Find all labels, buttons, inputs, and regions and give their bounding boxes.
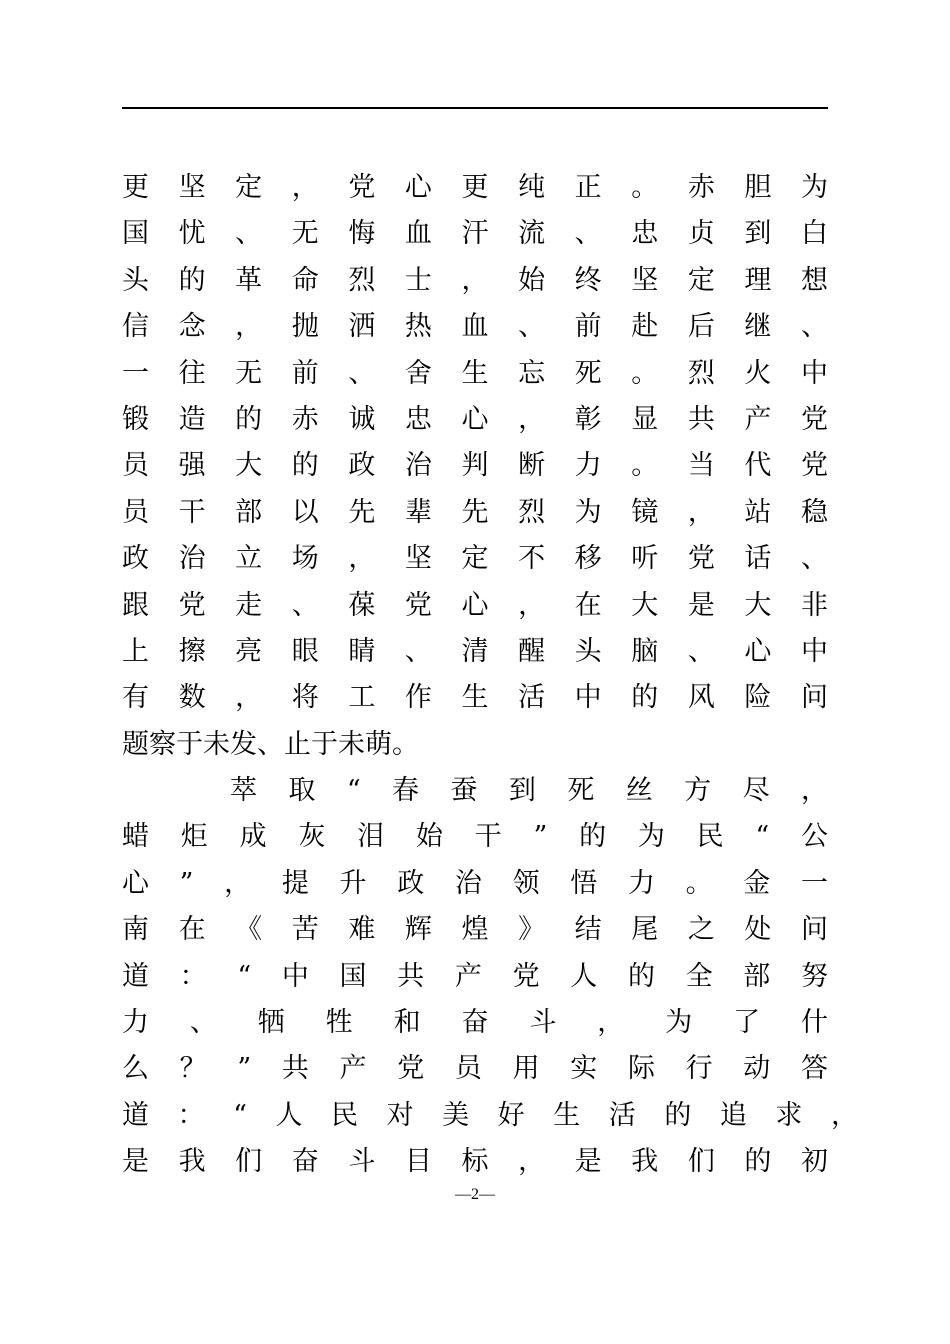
text-line: 道：“人民对美好生活的追求， (122, 1099, 858, 1131)
text-line: 员干部以先辈先烈为镜，站稳 (122, 496, 828, 528)
text-line: 有数，将工作生活中的风险问 (122, 682, 828, 714)
text-line: 是我们奋斗目标，是我们的初 (122, 1146, 828, 1178)
text-line: 么？”共产党员用实际行动答 (122, 1053, 828, 1085)
text-line: 政治立场，坚定不移听党话、 (122, 543, 828, 575)
paragraph-last-line: 题察于未发、止于未萌。 (122, 728, 419, 760)
body-text (122, 165, 858, 1186)
header-rule (122, 107, 828, 109)
text-line: 锻造的赤诚忠心，彰显共产党 (122, 403, 828, 435)
text-line: 道：“中国共产党人的全部努 (122, 960, 828, 992)
text-line: 国忧、无悔血汗流、忠贞到白 (122, 218, 828, 250)
text-line: 心”，提升政治领悟力。金一 (122, 867, 828, 899)
text-line: 力、牺牲和奋斗，为了什 (122, 1007, 828, 1039)
text-line: 蜡炬成灰泪始干”的为民“公 (122, 821, 828, 853)
text-line: 头的革命烈士，始终坚定理想 (122, 264, 828, 296)
text-line: 员强大的政治判断力。当代党 (122, 450, 828, 482)
text-line: 上擦亮眼睛、清醒头脑、心中 (122, 635, 828, 667)
page-number: —2— (455, 1186, 495, 1203)
text-line: 信念，抛洒热血、前赴后继、 (122, 311, 828, 343)
text-line: 一往无前、舍生忘死。烈火中 (122, 357, 828, 389)
text-line: 更坚定，党心更纯正。赤胆为 (122, 172, 828, 203)
text-line: 南在《苦难辉煌》结尾之处问 (122, 914, 828, 946)
text-line: 跟党走、葆党心，在大是大非 (122, 589, 828, 621)
paragraph-first-line: 萃取“春蚕到死丝方尽， (230, 775, 828, 807)
